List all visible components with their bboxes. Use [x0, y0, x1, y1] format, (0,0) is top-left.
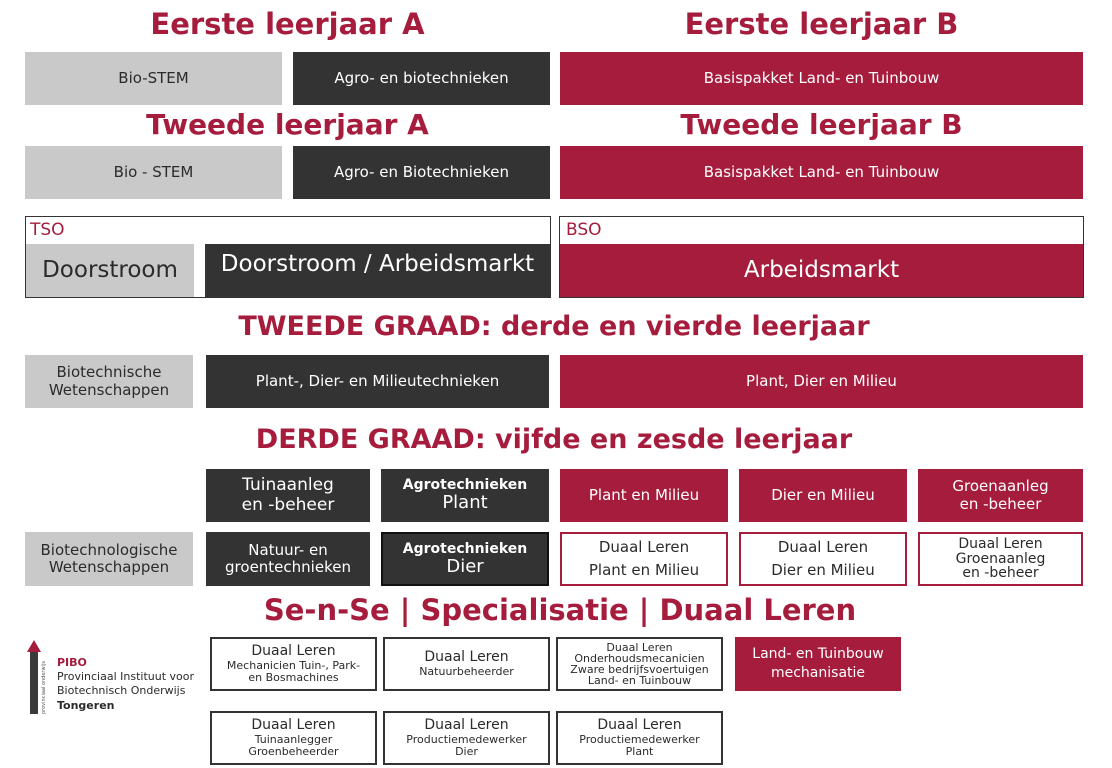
arbeidsmarkt-label: Arbeidsmarkt: [743, 257, 900, 284]
logo-tip-icon: [27, 640, 41, 652]
mechanicien-line1: Duaal Leren: [251, 643, 336, 660]
natuurbeheerder-box: [383, 637, 550, 691]
doorstroom-arbeidsmarkt-label: Doorstroom / Arbeidsmarkt: [220, 251, 535, 277]
agro-biotechnieken-label-year2: Agro- en Biotechnieken: [333, 162, 510, 181]
natuur-line2: groentechnieken: [225, 558, 351, 576]
agro-biotechnieken-label: Agro- en biotechnieken: [334, 68, 509, 87]
land-tuinbouw-mechanisatie-box: [735, 637, 901, 691]
mechanicien-line2: Mechanicien Tuin-, Park-: [226, 658, 361, 672]
groenaanleg-line1: Groenaanleg: [952, 477, 1049, 496]
plant-en-milieu-label: Plant en Milieu: [588, 485, 700, 504]
duaal-dier-line2: Dier en Milieu: [771, 561, 875, 579]
tuinaanlegger-line3: Groenbeheerder: [248, 744, 339, 758]
arbeidsmarkt-box: [560, 244, 1083, 297]
plant-en-milieu-box: [560, 469, 728, 522]
biotechnische-wetenschappen-box: [25, 355, 193, 408]
bso-label: BSO: [566, 220, 602, 240]
mechanicien-line3: en Bosmachines: [248, 670, 339, 684]
duaal-groenaanleg-box: [918, 532, 1083, 586]
duaal-plant-milieu-box: [560, 532, 728, 586]
natuurbeheerder-line2: Natuurbeheerder: [419, 664, 514, 678]
dier-en-milieu-label: Dier en Milieu: [771, 485, 875, 504]
logo-line1: Provinciaal Instituut voor: [57, 670, 195, 683]
prod-plant-line1: Duaal Leren: [597, 717, 682, 734]
bio-stem-label: Bio-STEM: [118, 68, 189, 87]
natuur-groentechnieken-box: [206, 532, 370, 586]
wetenschappen-label: Wetenschappen: [48, 380, 170, 399]
duaal-groen-line3: en -beheer: [962, 565, 1039, 582]
onderhoud-line3: Zware bedrijfsvoertuigen: [570, 663, 709, 676]
productiemedewerker-dier-box: [383, 711, 550, 765]
duaal-plant-line2: Plant en Milieu: [588, 561, 700, 579]
productiemedewerker-plant-box: [556, 711, 723, 765]
mechanicien-box: [210, 637, 377, 691]
basispakket-box-year1: [560, 52, 1083, 105]
heading-second-degree: TWEEDE GRAAD: derde en vierde leerjaar: [238, 311, 870, 342]
duaal-groen-line2: Groenaanleg: [955, 550, 1046, 567]
biotechnologische-wetenschappen-box: [25, 532, 193, 586]
duaal-dier-line1: Duaal Leren: [777, 537, 869, 556]
prod-plant-line2: Productiemedewerker: [579, 732, 700, 746]
biotechnologische-wetenschappen-label: Wetenschappen: [48, 558, 170, 576]
heading-first-year-a: Eerste leerjaar A: [150, 7, 425, 41]
prod-plant-line3: Plant: [625, 744, 654, 758]
duaal-dier-milieu-box: [739, 532, 907, 586]
onderhoud-line1: Duaal Leren: [606, 641, 673, 654]
tuinaanlegger-box: [210, 711, 377, 765]
plant-dier-milieu-box: [560, 355, 1083, 408]
plant-dier-milieu-label: Plant, Dier en Milieu: [746, 371, 897, 390]
tuinaanlegger-line2: Tuinaanlegger: [254, 732, 333, 746]
duaal-plant-line1: Duaal Leren: [598, 537, 690, 556]
bio-stem-box-year2: [25, 146, 282, 199]
natuurbeheerder-line1: Duaal Leren: [424, 649, 509, 666]
heading-first-year-b: Eerste leerjaar B: [684, 7, 959, 41]
landbouw-line1: Land- en Tuinbouw: [752, 646, 884, 663]
prod-dier-line2: Productiemedewerker: [406, 732, 527, 746]
biotechnische-label: Biotechnische: [56, 363, 162, 382]
natuur-line1: Natuur- en: [248, 540, 328, 559]
tuinaanleg-box: [206, 469, 370, 522]
groenaanleg-line2: en -beheer: [959, 494, 1042, 513]
logo-vertical-text: provinciaal onderwijs: [41, 661, 47, 714]
tuinaanlegger-line1: Duaal Leren: [251, 717, 336, 734]
agrotechnieken-plant-box: [381, 469, 549, 522]
pibo-logo: [28, 640, 208, 718]
prod-dier-line1: Duaal Leren: [424, 717, 509, 734]
onderhoud-line4: Land- en Tuinbouw: [587, 674, 692, 687]
tuinaanleg-line1: Tuinaanleg: [242, 474, 334, 495]
basispakket-label-year2: Basispakket Land- en Tuinbouw: [703, 162, 940, 181]
groenaanleg-box: [918, 469, 1083, 522]
heading-second-year-b: Tweede leerjaar B: [680, 108, 963, 141]
tuinaanleg-line2: en -beheer: [241, 494, 335, 515]
agro-biotechnieken-box: [293, 52, 550, 105]
heading-second-year-a: Tweede leerjaar A: [146, 108, 429, 141]
basispakket-box-year2: [560, 146, 1083, 199]
doorstroom-label: Doorstroom: [42, 257, 178, 284]
heading-sense: Se-n-Se | Specialisatie | Duaal Leren: [263, 593, 857, 627]
heading-third-degree: DERDE GRAAD: vijfde en zesde leerjaar: [255, 424, 853, 455]
agrotechnieken-dier-line1: Agrotechnieken: [402, 540, 528, 557]
landbouw-line2: mechanisatie: [770, 665, 866, 681]
bio-stem-label-year2: Bio - STEM: [113, 162, 194, 181]
onderhoudsmecanicien-box: [556, 637, 723, 691]
bio-stem-box: [25, 52, 282, 105]
duaal-groen-line1: Duaal Leren: [958, 535, 1043, 552]
logo-city: Tongeren: [57, 699, 115, 712]
agrotechnieken-plant-line1: Agrotechnieken: [402, 477, 528, 494]
plant-dier-milieutechnieken-label: Plant-, Dier- en Milieutechnieken: [255, 371, 500, 390]
agrotechnieken-dier-line2: Dier: [446, 555, 484, 577]
biotechnologische-label: Biotechnologische: [40, 540, 178, 559]
logo-line2: Biotechnisch Onderwijs: [57, 684, 186, 697]
dier-en-milieu-box: [739, 469, 907, 522]
plant-dier-milieutechnieken-box: [206, 355, 549, 408]
agro-biotechnieken-box-year2: [293, 146, 550, 199]
tso-label: TSO: [30, 220, 65, 240]
doorstroom-arbeidsmarkt-box: [205, 244, 550, 297]
doorstroom-box: [26, 244, 194, 297]
prod-dier-line3: Dier: [455, 744, 478, 758]
onderhoud-line2: Onderhoudsmecanicien: [574, 652, 705, 665]
agrotechnieken-plant-line2: Plant: [442, 492, 488, 514]
logo-bar-icon: [30, 650, 38, 714]
basispakket-label-year1: Basispakket Land- en Tuinbouw: [703, 68, 940, 87]
agrotechnieken-dier-box: [381, 532, 549, 586]
logo-name: PIBO: [57, 656, 87, 669]
